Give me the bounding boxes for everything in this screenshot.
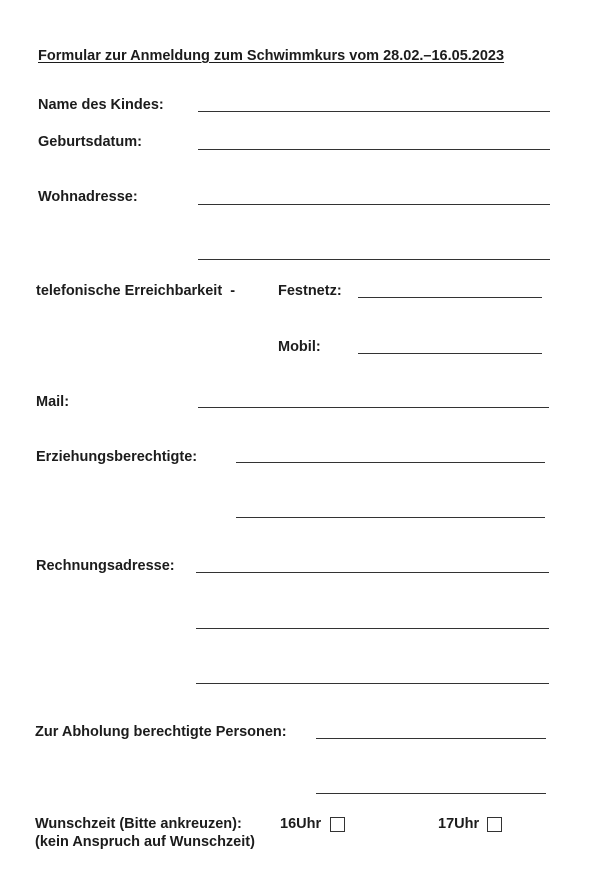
phone-reachability-label: telefonische Erreichbarkeit -	[36, 283, 236, 299]
landline-label: Festnetz:	[278, 283, 342, 299]
form-title: Formular zur Anmeldung zum Schwimmkurs vom 28.02.–16.05.2023	[38, 48, 505, 64]
preferred-time-label: Wunschzeit (Bitte ankreuzen):	[35, 816, 242, 832]
option-16-checkbox[interactable]	[330, 817, 345, 832]
mail-label: Mail:	[36, 394, 70, 410]
child-name-field[interactable]	[198, 111, 550, 112]
pickup-persons-label: Zur Abholung berechtigte Personen:	[35, 724, 287, 740]
option-17-label: 17Uhr	[438, 816, 480, 832]
billing-address-label: Rechnungsadresse:	[36, 558, 175, 574]
guardians-label: Erziehungsberechtigte:	[36, 449, 198, 465]
mail-field[interactable]	[198, 407, 549, 408]
preferred-time-note: (kein Anspruch auf Wunschzeit)	[35, 834, 255, 850]
pickup-persons-field-1[interactable]	[316, 738, 546, 739]
birth-date-label: Geburtsdatum:	[38, 134, 142, 150]
guardians-field-1[interactable]	[236, 462, 545, 463]
billing-address-field-1[interactable]	[196, 572, 549, 573]
guardians-field-2[interactable]	[236, 517, 545, 518]
option-16-label: 16Uhr	[280, 816, 322, 832]
mobile-field[interactable]	[358, 353, 542, 354]
billing-address-field-2[interactable]	[196, 628, 549, 629]
pickup-persons-field-2[interactable]	[316, 793, 546, 794]
child-name-label: Name des Kindes:	[38, 97, 164, 113]
billing-address-field-3[interactable]	[196, 683, 549, 684]
mobile-label: Mobil:	[278, 339, 321, 355]
home-address-field-2[interactable]	[198, 259, 550, 260]
landline-field[interactable]	[358, 297, 542, 298]
birth-date-field[interactable]	[198, 149, 550, 150]
option-17-checkbox[interactable]	[487, 817, 502, 832]
home-address-field-1[interactable]	[198, 204, 550, 205]
home-address-label: Wohnadresse:	[38, 189, 138, 205]
